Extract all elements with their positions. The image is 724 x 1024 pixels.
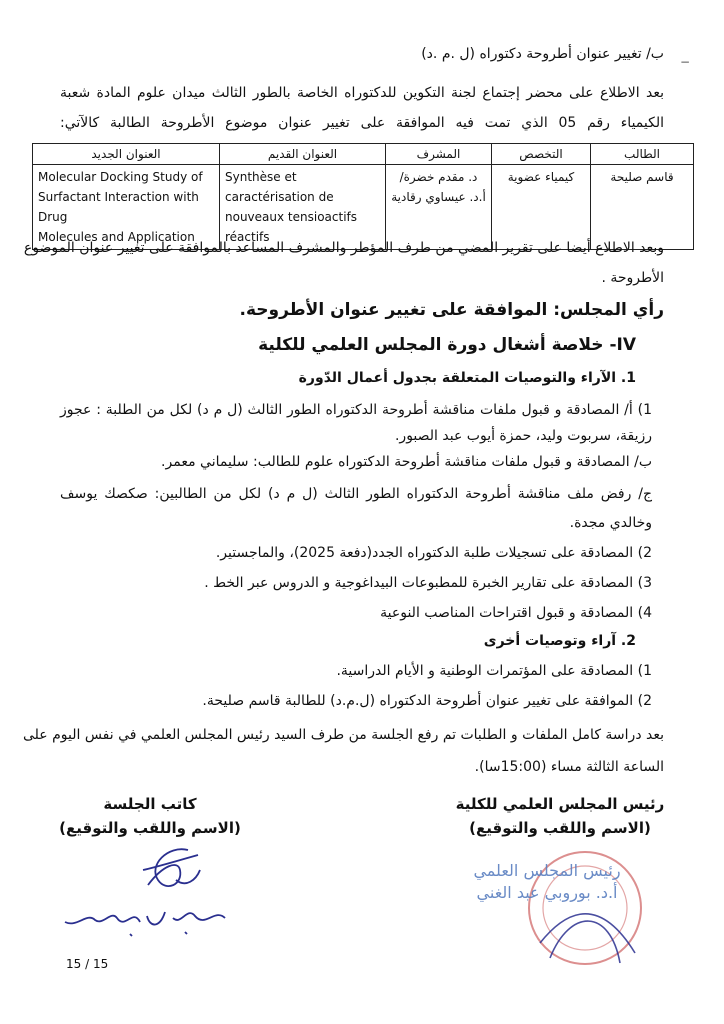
stamp-line2: أ.د. بوروبي عبد الغني bbox=[476, 883, 618, 902]
item2-2: 2) الموافقة على تغيير عنوان أطروحة الدكتوراه (ل.م.د) للطالبة قاسم صليحة. bbox=[202, 693, 652, 709]
table-row bbox=[33, 165, 694, 250]
new-title-line2: Surfactant Interaction with Drug bbox=[38, 190, 199, 224]
new-title-line1: Molecular Docking Study of bbox=[38, 170, 203, 184]
corner-mark: − bbox=[680, 55, 691, 69]
secretary-signature-icon bbox=[128, 840, 208, 900]
old-title-line2: nouveaux tensioactifs réactifs bbox=[225, 210, 357, 244]
council-opinion: رأي المجلس: الموافقة على تغيير عنوان الأطروحة. bbox=[239, 300, 664, 320]
council-president-subtitle: (الاسم واللقب والتوقيع) bbox=[469, 819, 651, 837]
session-secretary-subtitle: (الاسم واللقب والتوقيع) bbox=[59, 819, 241, 837]
header-student: الطالب bbox=[591, 144, 694, 165]
stamp-line1: رئيس المجلس العلمي bbox=[473, 861, 621, 880]
stamp-text bbox=[432, 860, 662, 904]
section-iv-heading: IV- خلاصة أشغال دورة المجلس العلمي للكلية bbox=[258, 335, 636, 355]
council-president-title: رئيس المجلس العلمي للكلية bbox=[455, 795, 665, 813]
supervisor-line2: أ.د. عيساوي رقادية bbox=[391, 190, 486, 204]
para1-line1: بعد الاطلاع على محضر إجتماع لجنة التكوين للدكتوراه الخاصة بالطور الثالث ميدان علوم المادة شعبة bbox=[60, 85, 664, 101]
session-secretary-block bbox=[55, 792, 245, 840]
specialty-value: كيمياء عضوية bbox=[507, 170, 575, 184]
page-number: 15 / 15 bbox=[66, 957, 109, 971]
session-secretary-title: كاتب الجلسة bbox=[103, 795, 197, 813]
item1-title: 1. الآراء والتوصيات المتعلقة بجدول أعمال الدّورة bbox=[298, 370, 636, 386]
item1-1c-line1: ج/ رفض ملف مناقشة أطروحة الدكتوراه الطور الثالث (ل م د) لكل من الطالبين: صكصك يوسف bbox=[60, 486, 652, 502]
cell-new-title bbox=[33, 165, 220, 250]
item1-1b: ب/ المصادقة و قبول ملفات مناقشة أطروحة الدكتوراه علوم للطالب: سليماني معمر. bbox=[161, 454, 652, 470]
section-b-title: ب/ تغيير عنوان أطروحة دكتوراه (ل .م .د) bbox=[421, 46, 664, 62]
item2-title: 2. آراء وتوصيات أخرى bbox=[483, 633, 636, 649]
header-supervisor: المشرف bbox=[386, 144, 492, 165]
item2-1: 1) المصادقة على المؤتمرات الوطنية و الأيام الدراسية. bbox=[336, 663, 652, 679]
item1-1a-line2: رزيقة، سربوت وليد، حمزة أيوب عبد الصبور. bbox=[394, 428, 652, 444]
secretary-handwritten-name-icon bbox=[55, 898, 230, 938]
item1-4: 4) المصادقة و قبول اقتراحات المناصب النوعية bbox=[380, 605, 652, 621]
cell-supervisor bbox=[386, 165, 492, 250]
thesis-title-table bbox=[32, 143, 694, 250]
old-title-line1: Synthèse et caractérisation de bbox=[225, 170, 334, 204]
cell-specialty bbox=[492, 165, 591, 250]
para2-line1: وبعد الاطلاع أيضا على تقرير المضي من طرف المؤطر والمشرف المساعد بالموافقة على تغيير عنوان الموضوع bbox=[23, 240, 664, 256]
student-name: قاسم صليحة bbox=[610, 170, 674, 184]
cell-old-title bbox=[220, 165, 386, 250]
header-old-title: العنوان القديم bbox=[220, 144, 386, 165]
supervisor-line1: د. مقدم خضرة/ bbox=[399, 170, 478, 184]
closing-line1: بعد دراسة كامل الملفات و الطلبات تم رفع الجلسة من طرف السيد رئيس المجلس العلمي في نفس اليوم على bbox=[23, 727, 664, 743]
table-header-row bbox=[33, 144, 694, 165]
header-specialty: التخصص bbox=[492, 144, 591, 165]
item1-1c-line2: وخالدي مجدة. bbox=[569, 515, 652, 531]
para1-line2: الكيمياء رقم 05 الذي تمت فيه الموافقة على تغيير عنوان موضوع الأطروحة الطالبة كالآتي: bbox=[60, 115, 664, 131]
item1-1a-line1: 1) أ/ المصادقة و قبول ملفات مناقشة أطروحة الدكتوراه الطور الثالث (ل م د) لكل من الطلبة : عجوز bbox=[60, 402, 652, 418]
closing-line2: الساعة الثالثة مساء (15:00سا). bbox=[474, 759, 664, 775]
item1-3: 3) المصادقة على تقارير الخبرة للمطبوعات البيداغوجية و الدروس عبر الخط . bbox=[204, 575, 652, 591]
para2-line2: الأطروحة . bbox=[601, 270, 664, 286]
council-president-block bbox=[455, 792, 665, 840]
cell-student bbox=[591, 165, 694, 250]
item1-2: 2) المصادقة على تسجيلات طلبة الدكتوراه الجدد(دفعة 2025)، والماجستير. bbox=[215, 545, 652, 561]
new-title-line3: Molecules and Application bbox=[38, 230, 195, 244]
header-new-title: العنوان الجديد bbox=[33, 144, 220, 165]
